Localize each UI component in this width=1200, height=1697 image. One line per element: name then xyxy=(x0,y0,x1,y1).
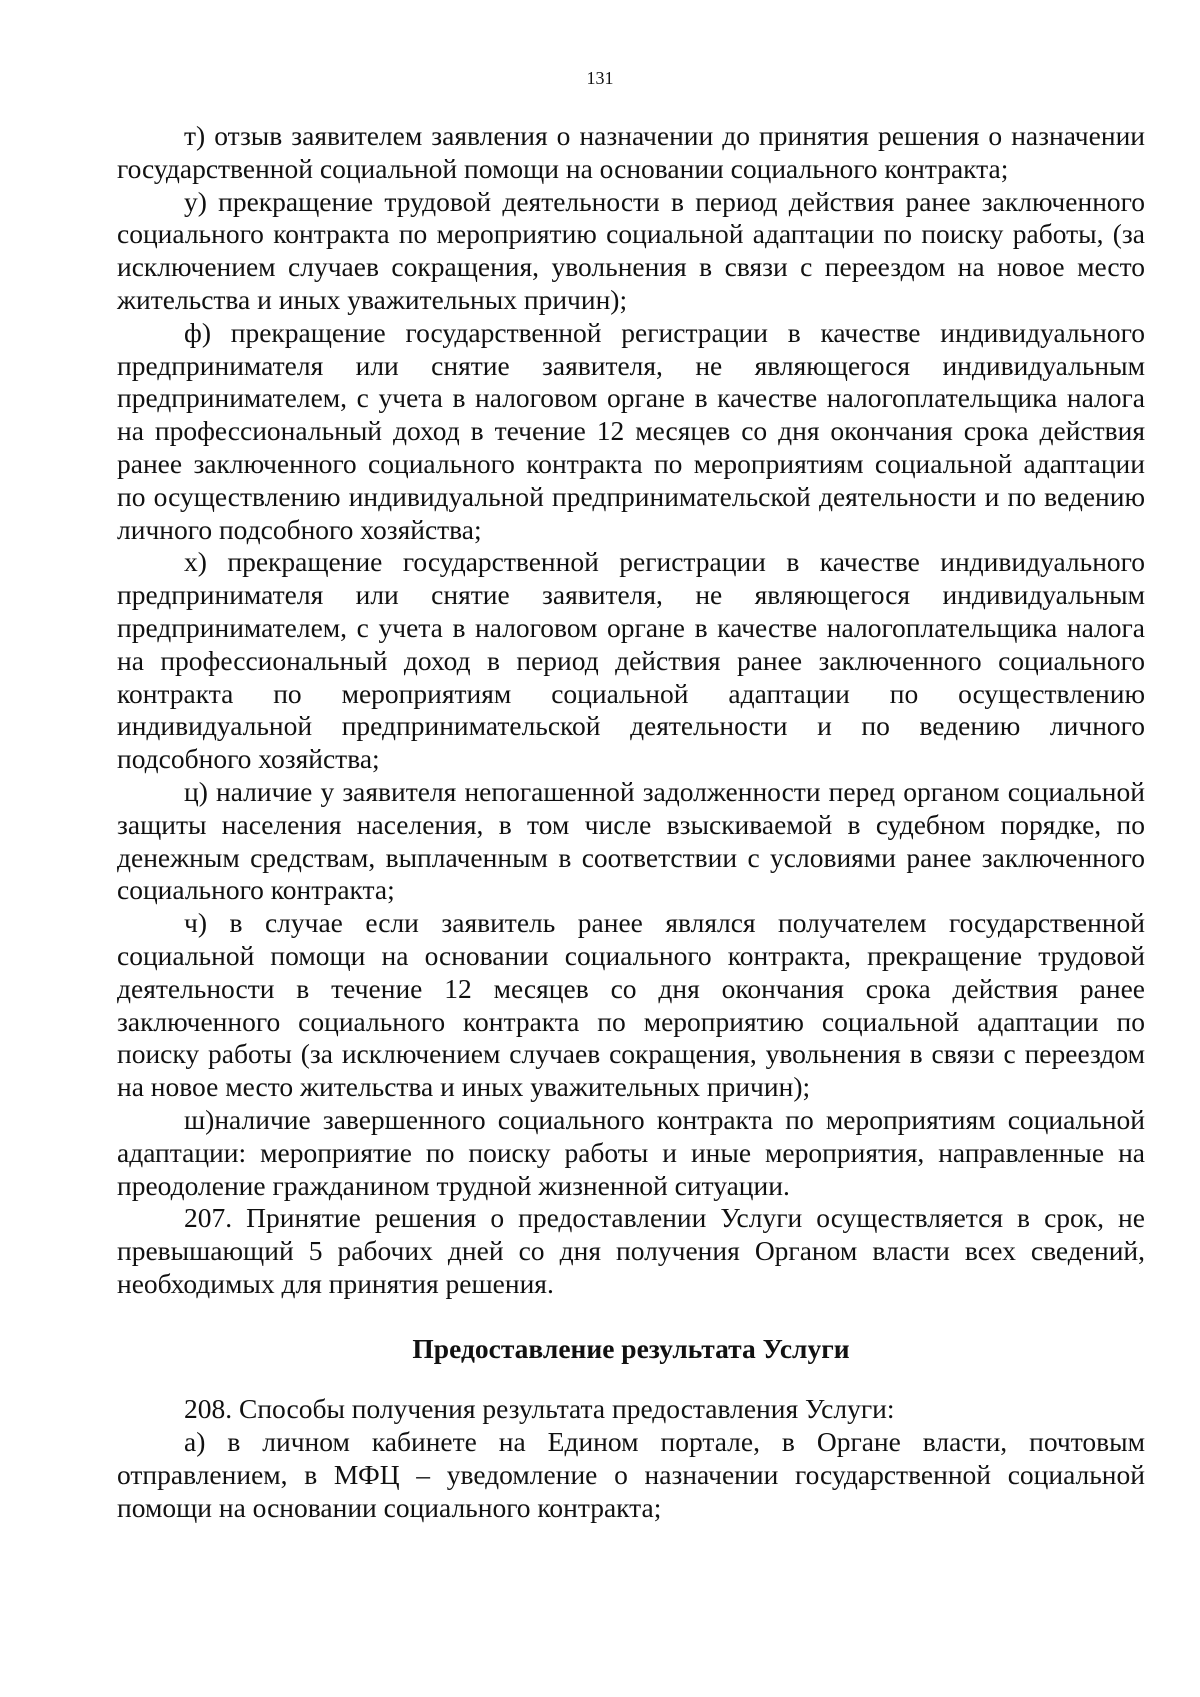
paragraph-f: ф) прекращение государственной регистрации в качестве индивидуального предпринимателя или снятие заявителя, не являющегося индивидуальным предпринимателем, с учета в налоговом органе в качестве налогоплательщика налога на профессиональный доход в течение 12 месяцев со дня окончания срока действия ранее заключенного социального контракта по мероприятиям социальной адаптации по осуществлению индивидуальной предпринимательской деятельности и по ведению личного подсобного хозяйства; xyxy=(117,316,1145,545)
paragraph-a: а) в личном кабинете на Едином портале, в Органе власти, почтовым отправлением, в МФЦ – уведомление о назначении государственной социальной помощи на основании социального контракта; xyxy=(117,1426,1145,1523)
paragraph-u: у) прекращение трудовой деятельности в период действия ранее заключенного социального контракта по мероприятию социальной адаптации по поиску работы, (за исключением случаев сокращения, увольнения в связи с переездом на новое место жительства и иных уважительных причин); xyxy=(117,185,1145,315)
paragraph-sh: ш)наличие завершенного социального контракта по мероприятиям социальной адаптации: мероприятие по поиску работы и иные мероприятия, направленные на преодоление гражданином трудной жизненной ситуации. xyxy=(117,1103,1145,1201)
document-body xyxy=(117,120,1145,1525)
paragraph-208: 208. Способы получения результата предоставления Услуги: xyxy=(184,1393,895,1425)
paragraph-ts: ц) наличие у заявителя непогашенной задолженности перед органом социальной защиты населения населения, в том числе взыскиваемой в судебном порядке, по денежным средствам, выплаченным в соответствии с условиями ранее заключенного социального контракта; xyxy=(117,775,1145,906)
paragraph-kh: х) прекращение государственной регистрации в качестве индивидуального предпринимателя или снятие заявителя, не являющегося индивидуальным предпринимателем, с учета в налоговом органе в качестве налогоплательщика налога на профессиональный доход в период действия ранее заключенного социального контракта по мероприятиям социальной адаптации по осуществлению индивидуальной предпринимательской деятельности и по ведению личного подсобного хозяйства; xyxy=(117,546,1145,775)
page-number: 131 xyxy=(586,68,614,88)
section-heading: Предоставление результата Услуги xyxy=(412,1332,850,1364)
paragraph-207: 207. Принятие решения о предоставлении Услуги осуществляется в срок, не превышающий 5 рабочих дней со дня получения Органом власти всех сведений, необходимых для принятия решения. xyxy=(117,1202,1145,1299)
paragraph-ch: ч) в случае если заявитель ранее являлся получателем государственной социальной помощи на основании социального контракта, прекращение трудовой деятельности в течение 12 месяцев со дня окончания срока действия ранее заключенного социального контракта по мероприятию социальной адаптации по поиску работы (за исключением случаев сокращения, увольнения в связи с переездом на новое место жительства и иных уважительных причин); xyxy=(117,907,1145,1103)
paragraph-t: т) отзыв заявителем заявления о назначении до принятия решения о назначении государственной социальной помощи на основании социального контракта; xyxy=(117,120,1145,184)
